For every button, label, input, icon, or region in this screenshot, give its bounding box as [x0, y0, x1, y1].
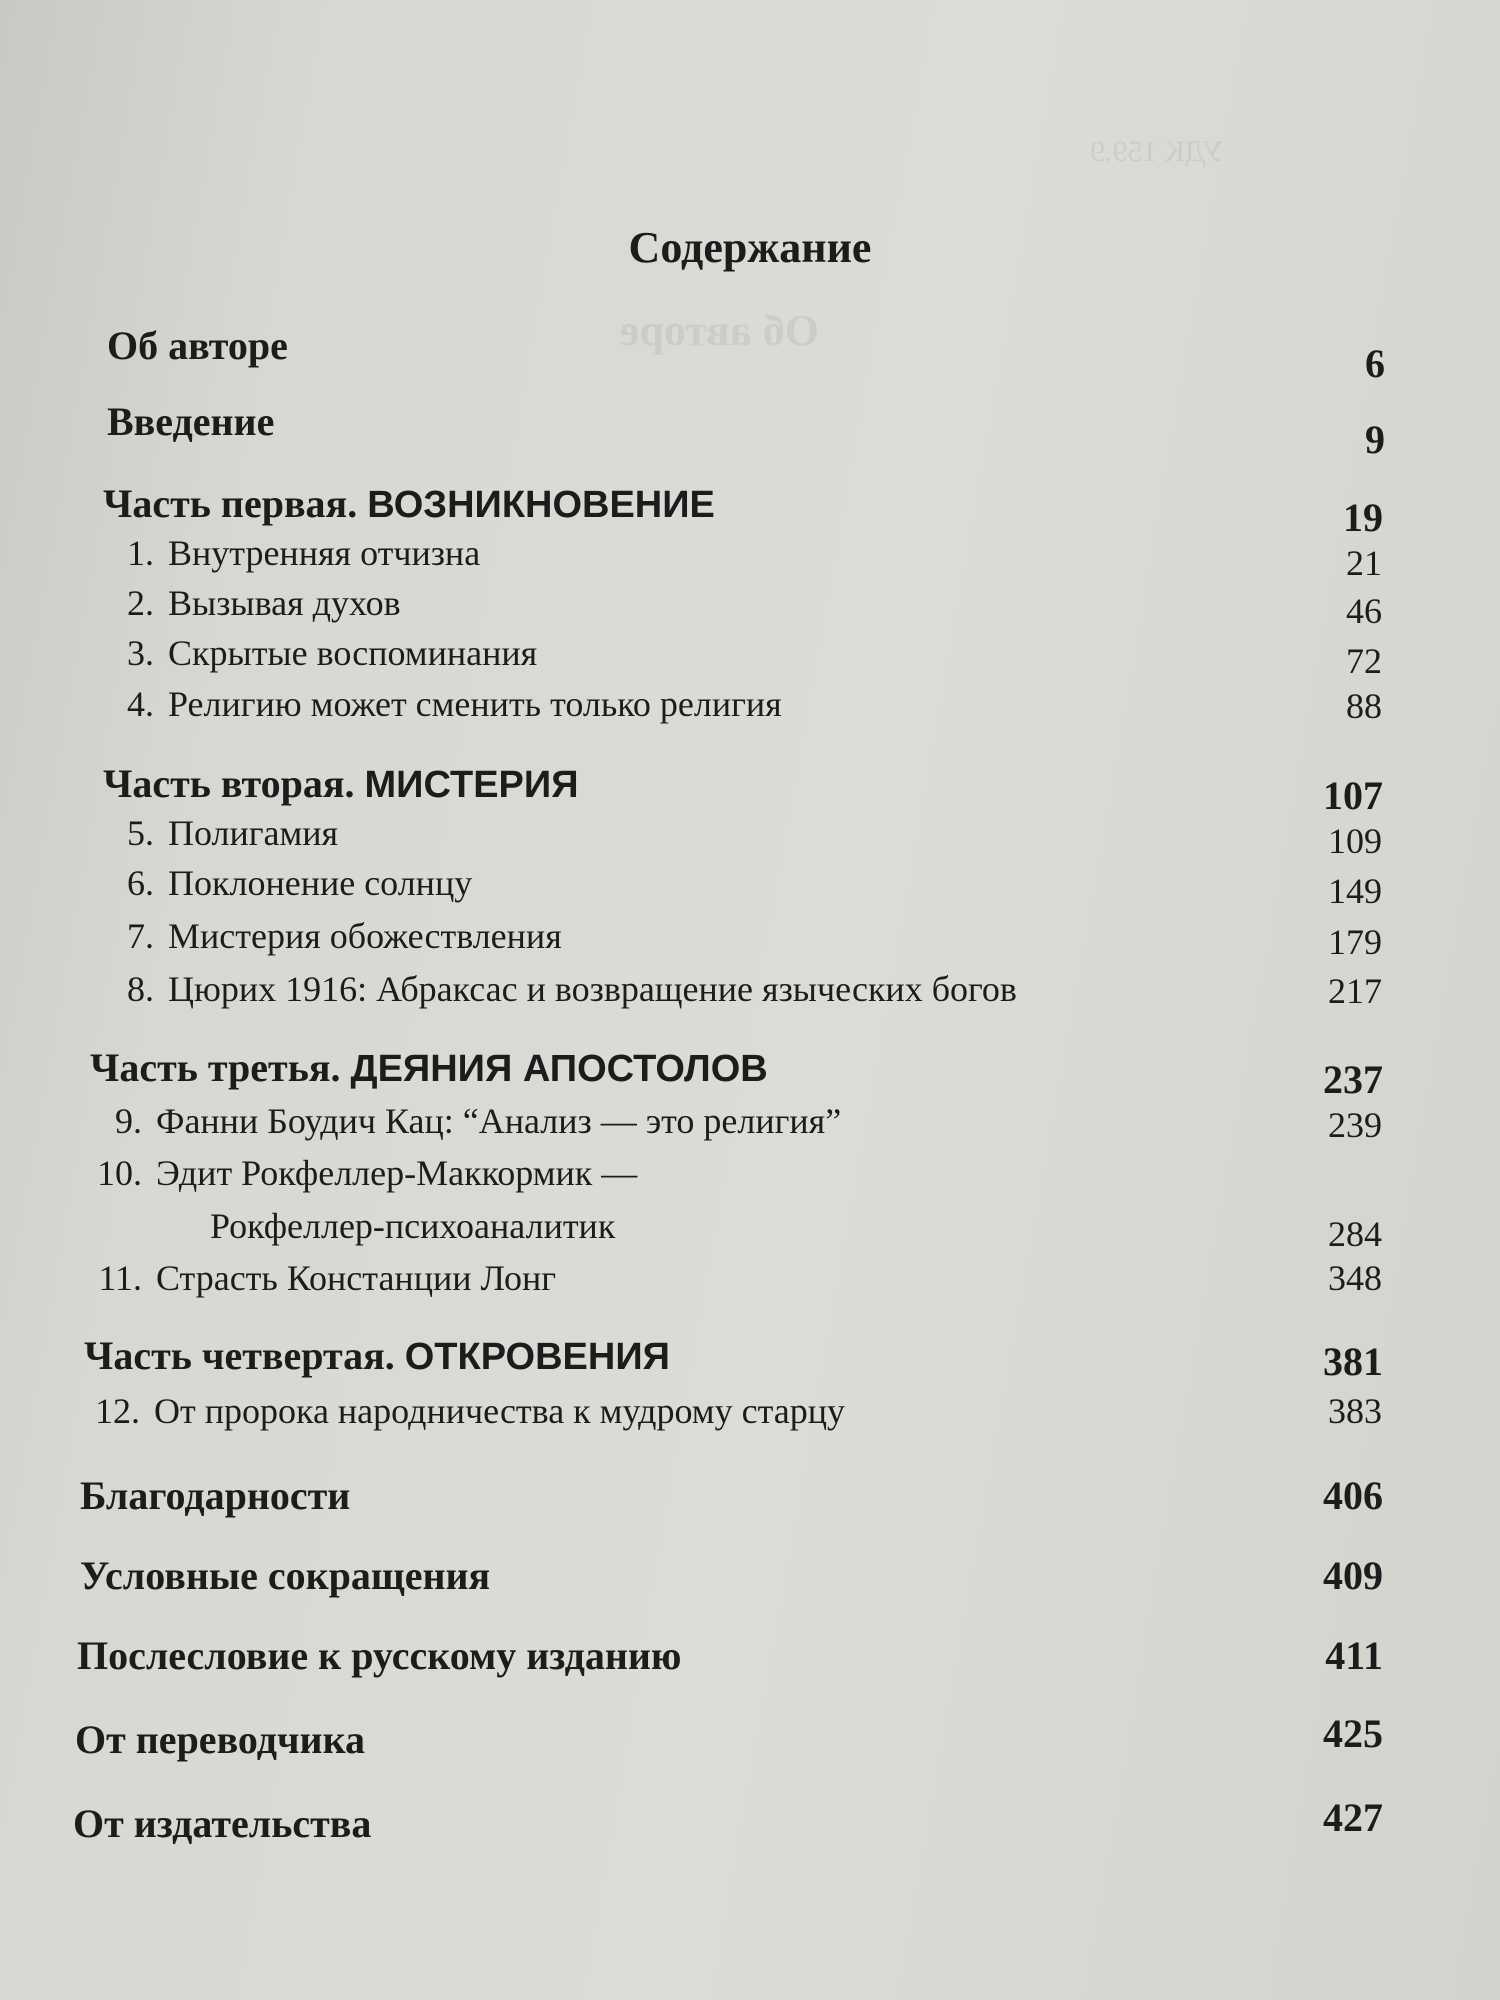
toc-entry-page: 409: [1323, 1553, 1383, 1598]
toc-part-prefix: Часть первая.: [103, 481, 358, 526]
toc-entry-page: 348: [1328, 1258, 1382, 1298]
toc-entry-label: От издательства: [73, 1801, 372, 1846]
toc-chapter-9: [88, 1100, 1382, 1145]
toc-chapter-number: 7.: [127, 916, 154, 956]
toc-part-prefix: Часть четвертая.: [84, 1333, 395, 1378]
toc-chapter-11: [88, 1257, 1382, 1299]
toc-part-prefix: Часть третья.: [90, 1045, 341, 1090]
toc-part-title: МИСТЕРИЯ: [364, 764, 579, 806]
toc-entry-page: 107: [1323, 773, 1383, 818]
toc-chapter-10: [88, 1152, 1382, 1194]
toc-entry-label: Введение: [107, 399, 275, 444]
toc-entry-label: Скрытые воспоминания: [168, 633, 538, 673]
toc-chapter-number: 2.: [127, 583, 154, 623]
toc-chapter-2: [100, 582, 1382, 631]
toc-entry-page: 179: [1328, 922, 1382, 962]
toc-entry-page: 411: [1325, 1633, 1383, 1678]
toc-entry-page: 6: [1365, 341, 1385, 386]
show-through-udk: УДК 159.9: [1090, 135, 1224, 168]
toc-entry-page: 109: [1328, 821, 1382, 861]
toc-part-two: [103, 760, 1383, 818]
toc-chapter-10-continued: [156, 1205, 1382, 1254]
toc-entry-label: От переводчика: [75, 1717, 366, 1762]
toc-entry-page: 427: [1323, 1795, 1383, 1840]
toc-entry-label: Полигамия: [168, 813, 339, 853]
toc-entry-label: Эдит Рокфеллер-Маккормик —: [156, 1153, 638, 1193]
toc-entry-page: 88: [1346, 686, 1382, 726]
toc-chapter-8: [100, 968, 1382, 1010]
toc-entry-label: Вызывая духов: [168, 583, 401, 623]
toc-entry-page: 149: [1328, 871, 1382, 911]
toc-chapter-7: [100, 915, 1382, 962]
toc-entry-page: 72: [1346, 641, 1382, 681]
toc-entry-abbreviations: [80, 1552, 1383, 1599]
toc-entry-label: Послесловие к русскому изданию: [77, 1633, 682, 1678]
toc-entry-page: 406: [1323, 1473, 1383, 1518]
toc-entry-page: 21: [1346, 543, 1382, 583]
toc-entry-translator: [75, 1711, 1383, 1763]
show-through-heading: Об авторе: [620, 306, 819, 355]
toc-chapter-number: 6.: [127, 863, 154, 903]
toc-chapter-number: 3.: [127, 633, 154, 673]
toc-chapter-number: 10.: [97, 1153, 142, 1193]
toc-entry-afterword: [77, 1632, 1383, 1679]
toc-chapter-5: [100, 812, 1382, 861]
toc-chapter-number: 1.: [127, 533, 154, 573]
toc-entry-label: Фанни Боудич Кац: “Анализ — это религия”: [156, 1101, 842, 1141]
toc-part-title: ВОЗНИКНОВЕНИЕ: [367, 484, 715, 526]
toc-chapter-number: 11.: [98, 1258, 142, 1298]
toc-entry-introduction: [107, 398, 1385, 462]
toc-entry-label: От пророка народничества к мудрому старцу: [154, 1391, 845, 1431]
toc-entry-page: 381: [1323, 1339, 1383, 1384]
toc-entry-label: Условные сокращения: [80, 1553, 491, 1598]
toc-entry-label: Об авторе: [107, 323, 288, 368]
toc-entry-label: Внутренняя отчизна: [168, 533, 481, 573]
toc-part-title: ДЕЯНИЯ АПОСТОЛОВ: [350, 1048, 768, 1090]
toc-chapter-number: 8.: [127, 969, 154, 1009]
toc-entry-label: Мистерия обожествления: [168, 916, 562, 956]
toc-entry-label: Рокфеллер-психоаналитик: [210, 1206, 616, 1246]
toc-entry-label: Страсть Констанции Лонг: [156, 1258, 557, 1298]
toc-entry-page: 9: [1365, 417, 1385, 462]
toc-part-prefix: Часть вторая.: [103, 761, 355, 806]
toc-chapter-1: [100, 532, 1382, 583]
toc-part-four: [84, 1332, 1383, 1384]
toc-entry-page: 383: [1328, 1391, 1382, 1431]
toc-chapter-number: 4.: [127, 684, 154, 724]
toc-entry-page: 19: [1343, 495, 1383, 540]
toc-entry-page: 425: [1323, 1711, 1383, 1756]
toc-part-three: [90, 1044, 1383, 1102]
toc-chapter-12: [86, 1390, 1382, 1432]
toc-entry-about-author: [107, 322, 1385, 386]
toc-entry-label: Религию может сменить только религия: [168, 684, 782, 724]
toc-entry-page: 284: [1328, 1214, 1382, 1254]
toc-entry-label: Поклонение солнцу: [168, 863, 473, 903]
toc-part-title: ОТКРОВЕНИЯ: [404, 1336, 670, 1378]
toc-entry-page: 46: [1346, 591, 1382, 631]
toc-chapter-number: 5.: [127, 813, 154, 853]
toc-entry-publisher: [73, 1795, 1383, 1847]
toc-chapter-4: [100, 683, 1382, 725]
toc-chapter-number: 12.: [95, 1391, 140, 1431]
toc-entry-page: 237: [1323, 1057, 1383, 1102]
toc-part-one: [103, 480, 1383, 540]
toc-entry-acknowledgements: [80, 1472, 1383, 1519]
toc-chapter-number: 9.: [115, 1101, 142, 1141]
toc-entry-label: Благодарности: [80, 1473, 351, 1518]
toc-entry-page: 217: [1328, 971, 1382, 1011]
page-title: Содержание: [628, 223, 872, 272]
toc-entry-label: Цюрих 1916: Абраксас и возвращение языческих богов: [168, 969, 1017, 1009]
toc-entry-page: 239: [1328, 1105, 1382, 1145]
toc-chapter-6: [100, 862, 1382, 911]
toc-chapter-3: [100, 632, 1382, 681]
